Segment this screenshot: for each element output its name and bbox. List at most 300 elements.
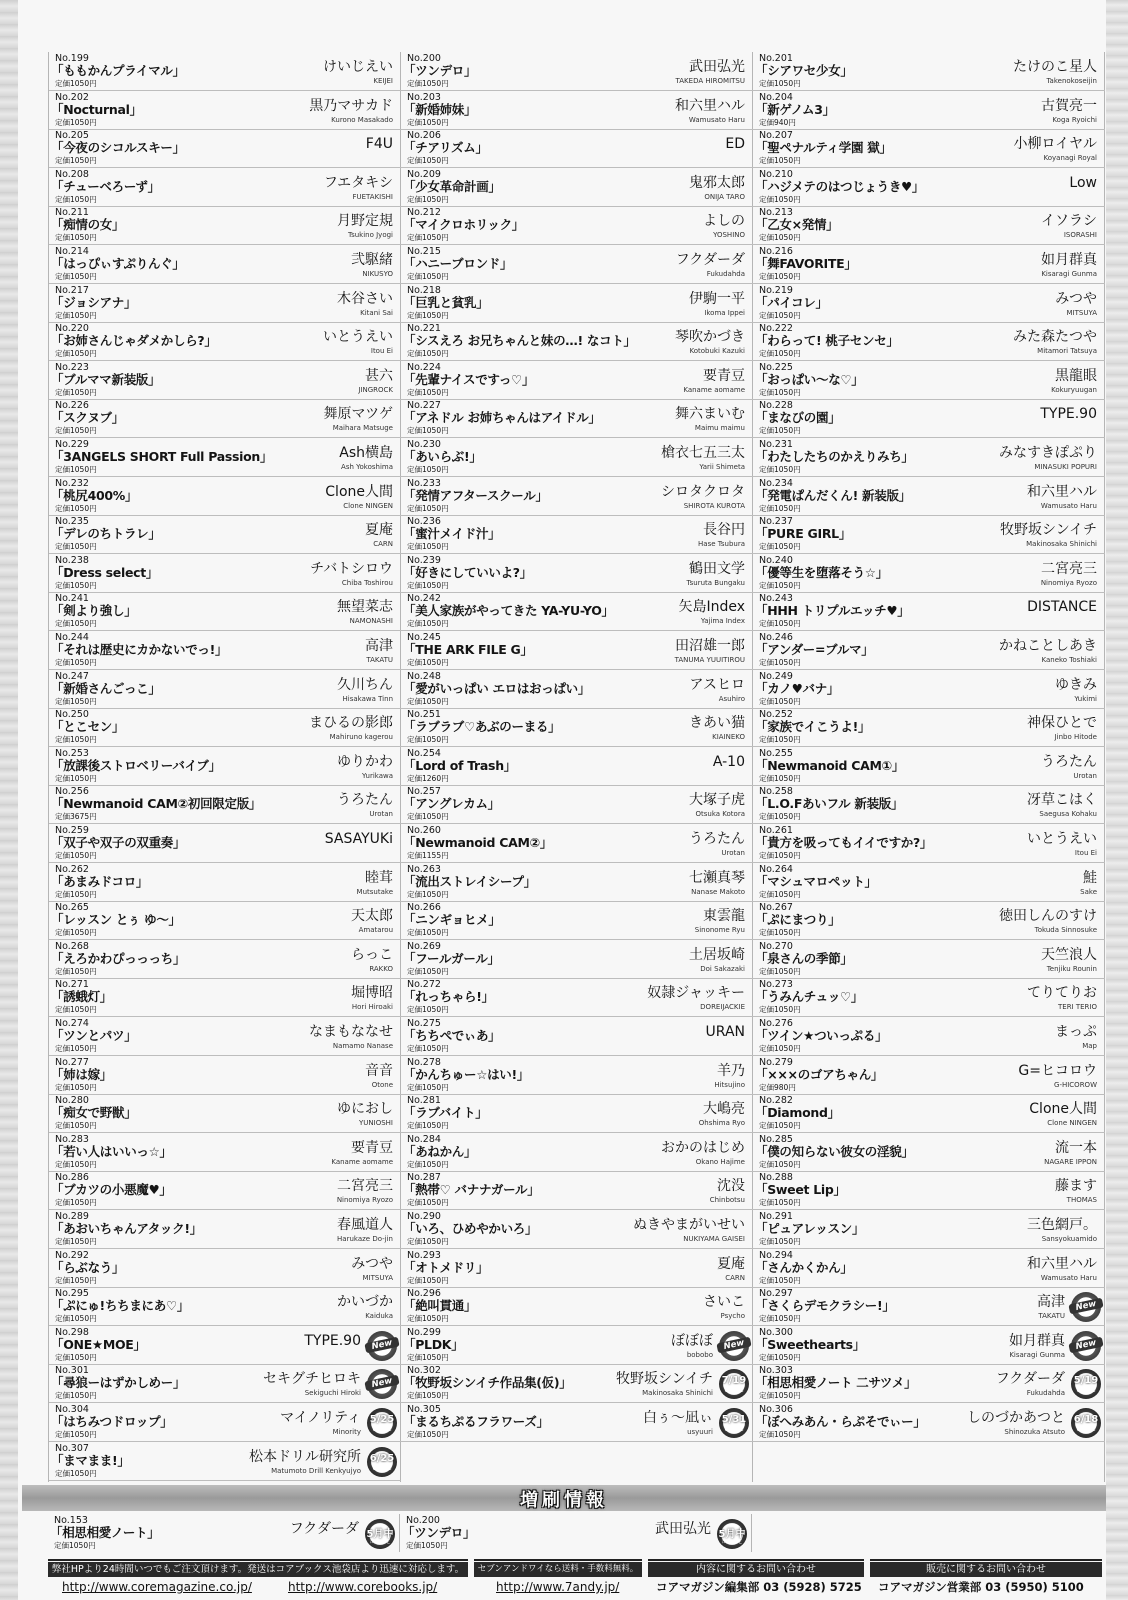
entry-number: No.253 <box>55 748 89 759</box>
entry-price: 定価1050円 <box>407 928 449 937</box>
entry-price: 定価940円 <box>759 118 796 127</box>
badge-text: 5/25 <box>369 1414 395 1425</box>
entry-author: てりてりお <box>1027 985 1097 1001</box>
catalog-entry[interactable] <box>49 978 401 1017</box>
entry-title: 「あまみドコロ」 <box>51 874 149 889</box>
entry-title: 「Lord of Trash」 <box>403 758 516 773</box>
entry-title: 「まるちぷるフラワーズ」 <box>403 1414 549 1429</box>
entry-number: No.299 <box>407 1327 441 1338</box>
catalog-entry[interactable] <box>401 631 753 670</box>
entry-author: 無望菜志 <box>337 599 393 615</box>
entry-author-romaji: Takenokoseijin <box>1046 77 1097 85</box>
catalog-entry[interactable] <box>753 1326 1105 1365</box>
entry-number: No.292 <box>55 1250 89 1261</box>
catalog-entry[interactable] <box>401 245 753 284</box>
entry-title: 「マシュマロペット」 <box>755 874 877 889</box>
entry-title: 「3ANGELS SHORT Full Passion」 <box>51 449 273 464</box>
catalog-entry[interactable] <box>753 708 1105 747</box>
entry-number: No.258 <box>759 786 793 797</box>
entry-title: 「ハジメテのはつじょうき♥」 <box>755 179 925 194</box>
catalog-entry[interactable] <box>401 863 753 902</box>
editorial-phone: コアマガジン編集部 03 (5928) 5725 <box>656 1580 862 1594</box>
catalog-entry[interactable] <box>49 1056 401 1095</box>
entry-author: まひるの影郎 <box>309 715 393 731</box>
7andy-link[interactable]: http://www.7andy.jp/ <box>496 1580 620 1594</box>
catalog-entry[interactable] <box>753 91 1105 130</box>
entry-author-romaji: Nanase Makoto <box>691 888 745 896</box>
entry-price: 定価980円 <box>759 1083 796 1092</box>
catalog-entry[interactable] <box>49 1094 401 1133</box>
entry-number: No.232 <box>55 478 89 489</box>
entry-price: 定価1050円 <box>759 812 801 821</box>
entry-title: 「Newmanoid CAM②」 <box>403 835 553 850</box>
catalog-entry[interactable] <box>49 670 401 709</box>
entry-number: No.283 <box>55 1134 89 1145</box>
footer-order-heading: 弊社HPより24時間いつでもご注文頂けます。発送はコアブックス池袋店より迅速に対応します。 <box>48 1562 468 1577</box>
catalog-entry[interactable] <box>753 52 1105 91</box>
catalog-entry[interactable] <box>49 129 401 168</box>
catalog-entry[interactable] <box>753 168 1105 207</box>
entry-number: No.246 <box>759 632 793 643</box>
entry-number: No.277 <box>55 1057 89 1068</box>
entry-author: 田沼雄一郎 <box>675 638 745 654</box>
badge-text: New <box>1068 1298 1103 1315</box>
catalog-entry[interactable] <box>753 863 1105 902</box>
catalog-entry[interactable] <box>49 245 401 284</box>
release-date-badge <box>717 1519 747 1549</box>
entry-author-romaji: MINASUKI POPURI <box>1034 463 1097 471</box>
entry-title: 「えろかわぴっっっち」 <box>51 951 186 966</box>
catalog-entry[interactable] <box>49 901 401 940</box>
entry-title: 「若い人はいいっ☆」 <box>51 1144 172 1159</box>
catalog-entry[interactable] <box>49 554 401 593</box>
catalog-entry[interactable] <box>49 206 401 245</box>
entry-author: 三色網戸。 <box>1027 1217 1097 1233</box>
entry-author-romaji: Yukimi <box>1074 695 1097 703</box>
entry-author: 弐駆緒 <box>351 252 393 268</box>
entry-author: SASAYUKi <box>324 831 393 847</box>
catalog-entry[interactable] <box>401 168 753 207</box>
entry-price: 定価1050円 <box>407 1121 449 1130</box>
catalog-entry[interactable] <box>401 978 753 1017</box>
catalog-entry[interactable] <box>401 515 753 554</box>
entry-price: 定価1050円 <box>759 658 801 667</box>
entry-price: 定価1050円 <box>55 1198 97 1207</box>
entry-price: 定価1050円 <box>407 890 449 899</box>
entry-price: 定価1155円 <box>407 851 449 860</box>
entry-price: 定価1050円 <box>407 426 449 435</box>
entry-author: Ash横島 <box>339 445 393 461</box>
catalog-entry[interactable] <box>401 1094 753 1133</box>
entry-author: 黒龍眼 <box>1055 368 1097 384</box>
entry-title: 「さくらデモクラシー!」 <box>755 1298 895 1313</box>
entry-author: フエタキシ <box>323 175 393 191</box>
entry-author: ED <box>725 136 745 152</box>
entry-title: 「優等生を堕落そう☆」 <box>755 565 888 580</box>
catalog-entry[interactable] <box>401 399 753 438</box>
entry-title: 「放課後ストロベリーバイブ」 <box>51 758 221 773</box>
catalog-entry[interactable] <box>401 901 753 940</box>
entry-price: 定価1050円 <box>407 118 449 127</box>
badge-text: New <box>716 1337 751 1354</box>
entry-author-romaji: G-HICOROW <box>1054 1081 1097 1089</box>
entry-title: 「ラブラブ♡あぶのーまる」 <box>403 719 561 734</box>
entry-author: 土居坂崎 <box>689 947 745 963</box>
entry-author: 東雲龍 <box>703 908 745 924</box>
catalog-entry[interactable] <box>401 284 753 323</box>
entry-title: 「尋狼ーはずかしめー」 <box>51 1375 186 1390</box>
catalog-entry[interactable] <box>401 52 753 91</box>
entry-author: Low <box>1069 175 1097 191</box>
catalog-entry[interactable] <box>49 52 401 91</box>
catalog-entry[interactable] <box>753 1017 1105 1056</box>
catalog-entry[interactable] <box>401 1287 753 1326</box>
entry-price: 定価1050円 <box>407 156 449 165</box>
entry-author: 要青豆 <box>703 368 745 384</box>
entry-title: 「貴方を吸ってもイイですか?」 <box>755 835 933 850</box>
catalog-entry[interactable] <box>49 168 401 207</box>
entry-price: 定価1050円 <box>407 1198 449 1207</box>
release-date-badge <box>367 1447 397 1477</box>
entry-price: 定価1050円 <box>55 79 97 88</box>
catalog-entry[interactable] <box>401 592 753 631</box>
entry-number: No.214 <box>55 246 89 257</box>
badge-text: 5月中 <box>366 1529 394 1540</box>
catalog-entry[interactable] <box>49 361 401 400</box>
catalog-entry[interactable] <box>753 631 1105 670</box>
catalog-entry[interactable] <box>49 785 401 824</box>
entry-number: No.302 <box>407 1365 441 1376</box>
entry-price: 定価1050円 <box>407 619 449 628</box>
catalog-entry[interactable] <box>401 1249 753 1288</box>
entry-author-romaji: Asuhiro <box>718 695 745 703</box>
entry-number: No.301 <box>55 1365 89 1376</box>
catalog-entry[interactable] <box>753 284 1105 323</box>
entry-author: 如月群真 <box>1009 1333 1065 1349</box>
entry-number: No.239 <box>407 555 441 566</box>
entry-number: No.209 <box>407 169 441 180</box>
catalog-entry[interactable] <box>401 322 753 361</box>
catalog-entry[interactable] <box>401 1364 753 1403</box>
catalog-entry[interactable] <box>49 322 401 361</box>
catalog-entry[interactable] <box>753 1094 1105 1133</box>
entry-author: きあい猫 <box>689 715 745 731</box>
entry-author: らっこ <box>351 947 393 963</box>
catalog-entry[interactable] <box>401 1326 753 1365</box>
entry-price: 定価1050円 <box>759 619 801 628</box>
catalog-entry[interactable] <box>753 1056 1105 1095</box>
catalog-entry[interactable] <box>753 477 1105 516</box>
catalog-entry[interactable] <box>49 863 401 902</box>
entry-number: No.208 <box>55 169 89 180</box>
catalog-entry[interactable] <box>49 1017 401 1056</box>
entry-author-romaji: Kotobuki Kazuki <box>689 347 745 355</box>
entry-price: 定価1050円 <box>759 1005 801 1014</box>
entry-title: 「アンダー=ブルマ」 <box>755 642 874 657</box>
entry-author-romaji: Saegusa Kohaku <box>1039 810 1097 818</box>
entry-number: No.290 <box>407 1211 441 1222</box>
catalog-entry[interactable] <box>48 1514 400 1552</box>
entry-author-romaji: Ohshima Ryo <box>698 1119 745 1127</box>
catalog-entry[interactable] <box>401 438 753 477</box>
entry-number: No.288 <box>759 1172 793 1183</box>
catalog-entry[interactable] <box>49 1442 401 1481</box>
entry-price: 定価1050円 <box>407 1276 449 1285</box>
entry-author-romaji: Kaname aomame <box>683 386 745 394</box>
badge-text: 5/19 <box>1073 1375 1099 1386</box>
entry-author-romaji: Sake <box>1080 888 1097 896</box>
entry-price: 定価1050円 <box>407 967 449 976</box>
catalog-entry[interactable] <box>753 592 1105 631</box>
catalog-entry[interactable] <box>401 1133 753 1172</box>
entry-author: F4U <box>365 136 393 152</box>
catalog-entry[interactable] <box>49 515 401 554</box>
catalog-entry[interactable] <box>401 785 753 824</box>
entry-author-romaji: ONIJA TARO <box>704 193 745 201</box>
catalog-entry[interactable] <box>401 708 753 747</box>
entry-price: 定価1050円 <box>55 619 97 628</box>
entry-price: 定価1050円 <box>759 697 801 706</box>
catalog-entry[interactable] <box>753 747 1105 786</box>
entry-author: 夏庵 <box>365 522 393 538</box>
catalog-entry[interactable] <box>401 1056 753 1095</box>
entry-number: No.269 <box>407 941 441 952</box>
entry-number: No.200 <box>407 53 441 64</box>
entry-price: 定価1050円 <box>759 349 801 358</box>
catalog-entry[interactable] <box>49 631 401 670</box>
entry-number: No.221 <box>407 323 441 334</box>
entry-author: イソラシ <box>1041 213 1097 229</box>
entry-author-romaji: Ninomiya Ryozo <box>1040 579 1097 587</box>
entry-author-romaji: Kitani Sai <box>360 309 393 317</box>
catalog-entry[interactable] <box>753 940 1105 979</box>
catalog-entry[interactable] <box>401 670 753 709</box>
entry-number: No.264 <box>759 864 793 875</box>
badge-subtext: On sale <box>1076 1388 1096 1394</box>
footer-sales-heading: 販売に関するお問い合わせ <box>870 1562 1102 1577</box>
catalog-entry[interactable] <box>753 1287 1105 1326</box>
coremagazine-link[interactable]: http://www.coremagazine.co.jp/ <box>62 1580 252 1594</box>
entry-price: 定価1050円 <box>407 1237 449 1246</box>
entry-price: 定価1050円 <box>407 1005 449 1014</box>
catalog-entry[interactable] <box>753 438 1105 477</box>
catalog-entry[interactable] <box>49 438 401 477</box>
catalog-entry[interactable] <box>401 940 753 979</box>
entry-title: 「とこセン」 <box>51 719 125 734</box>
catalog-entry[interactable] <box>753 399 1105 438</box>
catalog-entry[interactable] <box>753 978 1105 1017</box>
entry-author: 高津 <box>365 638 393 654</box>
entry-price: 定価1050円 <box>55 1160 97 1169</box>
catalog-entry[interactable] <box>49 91 401 130</box>
catalog-entry[interactable] <box>753 1403 1105 1442</box>
entry-author: 琴吹かづき <box>675 329 745 345</box>
entry-title: 「好きにしていいよ?」 <box>403 565 532 580</box>
entry-author: 天竺浪人 <box>1041 947 1097 963</box>
catalog-entry[interactable] <box>753 1364 1105 1403</box>
catalog-entry[interactable] <box>753 245 1105 284</box>
entry-title: 「フールガール」 <box>403 951 500 966</box>
entry-title: 「さんかくかん」 <box>755 1260 853 1275</box>
catalog-entry[interactable] <box>753 515 1105 554</box>
footer-7andy-heading: セブンアンドワイなら送料・手数料無料。 <box>474 1562 642 1577</box>
catalog-entry[interactable] <box>49 284 401 323</box>
entry-price: 定価1050円 <box>55 311 97 320</box>
entry-title: 「ニンギョヒメ」 <box>403 912 501 927</box>
entry-number: No.272 <box>407 979 441 990</box>
entry-price: 定価1050円 <box>407 658 449 667</box>
catalog-entry[interactable] <box>753 361 1105 400</box>
entry-author-romaji: Ninomiya Ryozo <box>336 1196 393 1204</box>
entry-author-romaji: Maimu maimu <box>694 424 745 432</box>
entry-price: 定価1050円 <box>759 851 801 860</box>
entry-number: No.300 <box>759 1327 793 1338</box>
entry-number: No.210 <box>759 169 793 180</box>
entry-author: シロタクロタ <box>661 484 745 500</box>
catalog-entry[interactable] <box>401 1403 753 1442</box>
catalog-entry[interactable] <box>49 1210 401 1249</box>
catalog-entry[interactable] <box>753 1133 1105 1172</box>
entry-author: みた森たつや <box>1013 329 1097 345</box>
entry-price: 定価1050円 <box>55 156 97 165</box>
entry-title: 「相思相愛ノート 二サツメ」 <box>755 1375 917 1390</box>
entry-price: 定価1050円 <box>759 890 801 899</box>
catalog-entry[interactable] <box>49 592 401 631</box>
entry-author-romaji: usyuuri <box>687 1428 713 1436</box>
catalog-entry[interactable] <box>49 940 401 979</box>
entry-title: 「ぷにゅ!ちちまにあ♡」 <box>51 1298 190 1313</box>
catalog-entry[interactable] <box>401 747 753 786</box>
entry-author-romaji: Map <box>1082 1042 1097 1050</box>
entry-number: No.225 <box>759 362 793 373</box>
entry-price: 定価1050円 <box>55 581 97 590</box>
catalog-entry[interactable] <box>49 708 401 747</box>
entry-title: 「あおいちゃんアタック!」 <box>51 1221 202 1236</box>
catalog-entry[interactable] <box>753 1171 1105 1210</box>
catalog-entry[interactable] <box>753 824 1105 863</box>
entry-price: 定価1050円 <box>407 812 449 821</box>
catalog-entry[interactable] <box>401 554 753 593</box>
catalog-entry[interactable] <box>49 1326 401 1365</box>
entry-author: 和六里ハル <box>1027 484 1097 500</box>
entry-title: 「姉は嫁」 <box>51 1067 113 1082</box>
catalog-entry[interactable] <box>49 1364 401 1403</box>
entry-number: No.250 <box>55 709 89 720</box>
entry-number: No.281 <box>407 1095 441 1106</box>
entry-number: No.244 <box>55 632 89 643</box>
catalog-entry[interactable] <box>400 1514 752 1552</box>
catalog-entry[interactable] <box>401 361 753 400</box>
catalog-entry[interactable] <box>401 1171 753 1210</box>
entry-price: 定価1050円 <box>407 697 449 706</box>
catalog-entry[interactable] <box>753 206 1105 245</box>
catalog-entry[interactable] <box>401 91 753 130</box>
entry-author: うろたん <box>1041 754 1097 770</box>
catalog-entry[interactable] <box>49 477 401 516</box>
entry-price: 定価1050円 <box>759 426 801 435</box>
catalog-entry[interactable] <box>753 1210 1105 1249</box>
entry-author: 伊駒一平 <box>689 291 745 307</box>
catalog-entry[interactable] <box>401 206 753 245</box>
entry-author: 鶴田文学 <box>689 561 745 577</box>
entry-number: No.284 <box>407 1134 441 1145</box>
catalog-entry[interactable] <box>401 824 753 863</box>
entry-author: 久川ちん <box>337 677 393 693</box>
catalog-entry[interactable] <box>401 129 753 168</box>
entry-author: いとうえい <box>1027 831 1097 847</box>
corebooks-link[interactable]: http://www.corebooks.jp/ <box>288 1580 438 1594</box>
entry-author-romaji: Namamo Nanase <box>332 1042 393 1050</box>
entry-price: 定価1050円 <box>55 1469 97 1478</box>
new-badge <box>1071 1292 1101 1322</box>
catalog-entry[interactable] <box>49 399 401 438</box>
entry-author-romaji: Okano Hajime <box>695 1158 745 1166</box>
catalog-entry[interactable] <box>49 1403 401 1442</box>
entry-price: 定価1050円 <box>55 1044 97 1053</box>
catalog-entry[interactable] <box>401 477 753 516</box>
entry-title: 「チューベろーず」 <box>51 179 160 194</box>
entry-author: 牧野坂シンイチ <box>1000 522 1097 538</box>
entry-author: 大塚子虎 <box>689 792 745 808</box>
entry-price: 定価1050円 <box>407 465 449 474</box>
catalog-entry[interactable] <box>401 1210 753 1249</box>
entry-author: 春風道人 <box>337 1217 393 1233</box>
entry-title: 「レッスン とぅ ゆ〜」 <box>51 912 181 927</box>
entry-author-romaji: Hori Hiroaki <box>351 1003 393 1011</box>
entry-author: 大嶋亮 <box>703 1101 745 1117</box>
catalog-entry[interactable] <box>753 785 1105 824</box>
catalog-entry[interactable] <box>401 1017 753 1056</box>
catalog-entry[interactable] <box>49 747 401 786</box>
entry-title: 「舞FAVORITE」 <box>755 256 857 271</box>
catalog-entry[interactable] <box>753 554 1105 593</box>
entry-title: 「はっぴぃすぷりんぐ」 <box>51 256 185 271</box>
entry-price: 定価1050円 <box>407 272 449 281</box>
entry-price: 定価1050円 <box>55 1430 97 1439</box>
catalog-entry[interactable] <box>753 901 1105 940</box>
entry-author-romaji: Wamusato Haru <box>688 116 745 124</box>
entry-author-romaji: Amatarou <box>358 926 393 934</box>
entry-author-romaji: THOMAS <box>1066 1196 1097 1204</box>
entry-author-romaji: Harukaze Do-jin <box>337 1235 393 1243</box>
entry-number: No.267 <box>759 902 793 913</box>
catalog-entry[interactable] <box>753 129 1105 168</box>
catalog-entry[interactable] <box>49 1287 401 1326</box>
entry-author-romaji: Hase Tsubura <box>698 540 745 548</box>
entry-title: 「×××のゴアちゃん」 <box>755 1067 884 1082</box>
entry-author: 長谷円 <box>703 522 745 538</box>
catalog-entry[interactable] <box>49 824 401 863</box>
entry-title: 「かんちゅー☆はい!」 <box>403 1067 530 1082</box>
catalog-entry[interactable] <box>753 322 1105 361</box>
entry-author-romaji: Urotan <box>369 810 393 818</box>
entry-author: 七瀬真琴 <box>689 870 745 886</box>
entry-number: No.280 <box>55 1095 89 1106</box>
catalog-entry[interactable] <box>49 1133 401 1172</box>
entry-author-romaji: Psycho <box>720 1312 745 1320</box>
entry-author-romaji: Mutsutake <box>356 888 393 896</box>
entry-title: 「桃尻400%」 <box>51 488 138 503</box>
entry-price: 定価1050円 <box>759 1430 801 1439</box>
entry-number: No.307 <box>55 1443 89 1454</box>
catalog-entry[interactable] <box>753 670 1105 709</box>
entry-price: 定価1050円 <box>407 581 449 590</box>
catalog-entry[interactable] <box>753 1249 1105 1288</box>
entry-author-romaji: Makinosaka Shinichi <box>1026 540 1097 548</box>
catalog-entry[interactable] <box>49 1171 401 1210</box>
entry-price: 定価1050円 <box>407 1083 449 1092</box>
catalog-entry[interactable] <box>49 1249 401 1288</box>
